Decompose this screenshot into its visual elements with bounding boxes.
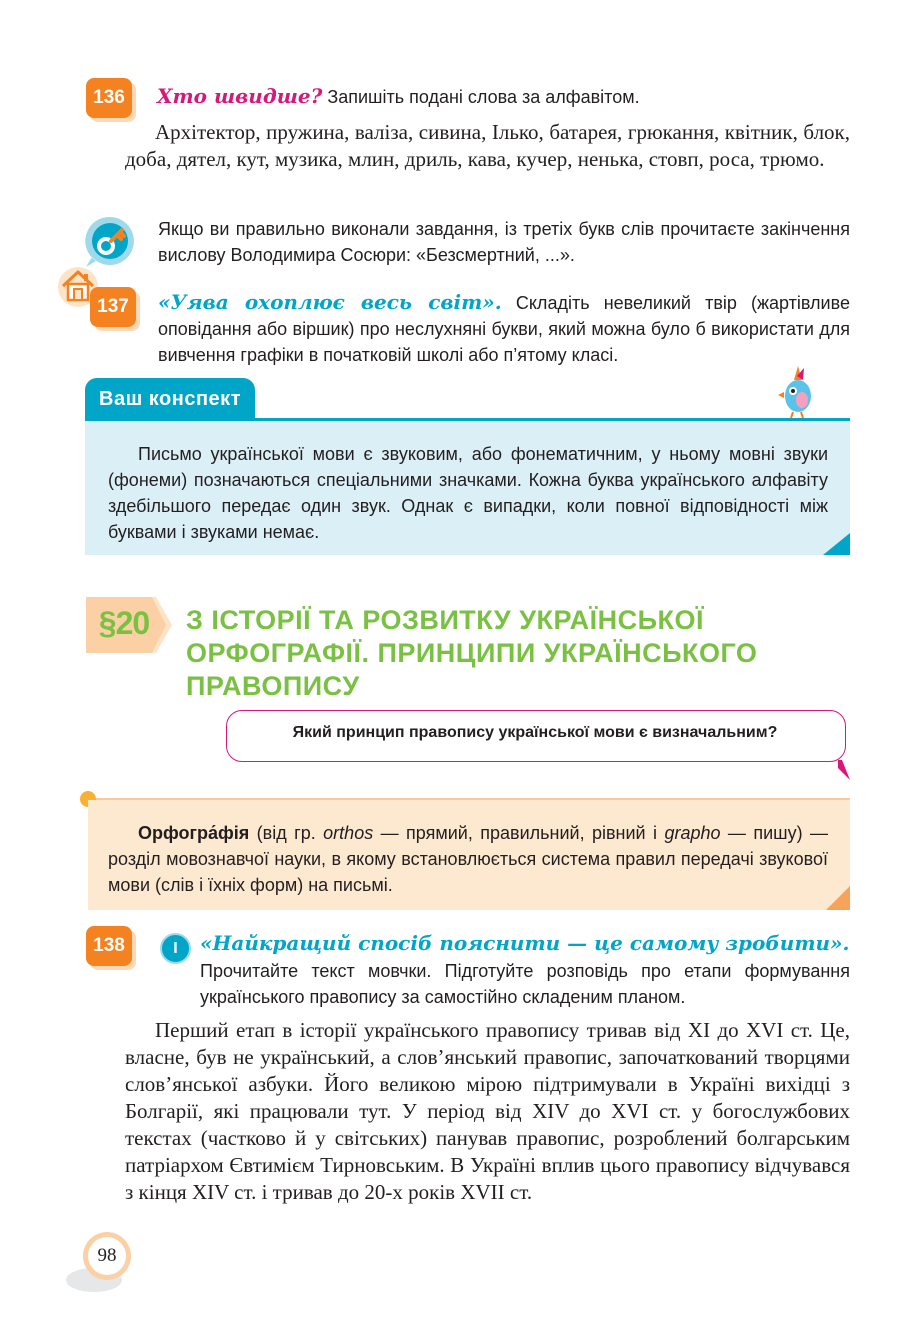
summary-text: Письмо української мови є звуковим, або фонематичним, у ньому мовні звуки (фонеми) позначаються спеціальними значками. Кожна буква українського алфавіту здебільшого передає один звук. Однак є випадки, коли повної відповідності між буквами і звуками немає. bbox=[108, 444, 828, 542]
exercise-number-138: 138 bbox=[86, 926, 132, 966]
bird-icon bbox=[778, 362, 818, 418]
definition-corner bbox=[826, 886, 850, 910]
exercise-137-body bbox=[158, 289, 850, 368]
exercise-number-137: 137 bbox=[90, 287, 136, 327]
exercise-137-text: Складіть невеликий твір (жартівливе оповідання або віршик) про неслухняні букви, який можна було б використати для вивчення графіки в початковій школі або п’ятому класі. bbox=[158, 293, 850, 365]
section-title-line-3: ПРАВОПИСУ bbox=[186, 671, 360, 701]
definition-text: Орфогра́фія (від гр. orthos — прямий, правильний, рівний і grapho — пишу) — розділ мовознавчої науки, в якому встановлюється система правил передачі звукової мови (слів і їхніх форм) на письмі. bbox=[108, 823, 829, 895]
exercise-137-title: «Уява охоплює весь світ». bbox=[158, 290, 502, 314]
level-badge: I bbox=[160, 933, 191, 964]
exercise-number-136: 136 bbox=[86, 78, 132, 118]
definition-term: Орфогра́фія bbox=[138, 823, 250, 843]
exercise-138-instruction: Прочитайте текст мовчки. Підготуйте розповідь про етапи формування українського правопису за самостійно складеним планом. bbox=[200, 961, 850, 1007]
section-title-line-2: ОРФОГРАФІЇ. ПРИНЦИПИ УКРАЇНСЬКОГО bbox=[186, 638, 758, 668]
section-number-badge bbox=[86, 597, 172, 653]
section-number: §20 bbox=[98, 605, 150, 641]
section-title-line-1: З ІСТОРІЇ ТА РОЗВИТКУ УКРАЇНСЬКОЇ bbox=[186, 605, 704, 635]
exercise-138-text: Перший етап в історії українського правопису тривав від XI до XVI ст. Це, власне, був не український, а слов’янський правопис, започаткований творцями слов’янської азбуки. Його великою мірою підтримували в Україні вихідці з Болгарії, які працювали тут. У період від XIV до XVI ст. у богослужбових текстах (частково й у світських) панував правопис, розроблений болгарським патріархом Євтимієм Тирновським. В Україні вплив цього правопису відчувався з кінця XIV ст. і тривав до 20-х років XVII ст. bbox=[125, 1018, 850, 1204]
page-number: 98 bbox=[88, 1237, 126, 1275]
exercise-136-words: Архітектор, пружина, валіза, сивина, Ілько, батарея, грюкання, квітник, блок, доба, дятел, кут, музика, млин, дриль, кава, кучер, ненька, стовп, роса, трюмо. bbox=[125, 120, 850, 171]
question-callout-tail bbox=[838, 760, 852, 782]
key-note-text: Якщо ви правильно виконали завдання, із третіх букв слів прочитаєте закінчення вислову Володимира Сосюри: «Безсмертний, ...». bbox=[158, 219, 850, 265]
exercise-138-title: «Найкращий спосіб пояснити — це самому зробити». bbox=[200, 931, 850, 955]
page-number-badge bbox=[83, 1232, 131, 1280]
question-text: Який принцип правопису української мови є визначальним? bbox=[292, 724, 778, 741]
exercise-136-title: Хто швидше? bbox=[157, 84, 323, 108]
exercise-136-heading bbox=[157, 84, 857, 108]
summary-tab: Ваш конспект bbox=[85, 378, 255, 420]
key-icon bbox=[82, 213, 138, 269]
section-title bbox=[186, 604, 836, 703]
exercise-136-instruction: Запишіть подані слова за алфавітом. bbox=[327, 87, 640, 107]
